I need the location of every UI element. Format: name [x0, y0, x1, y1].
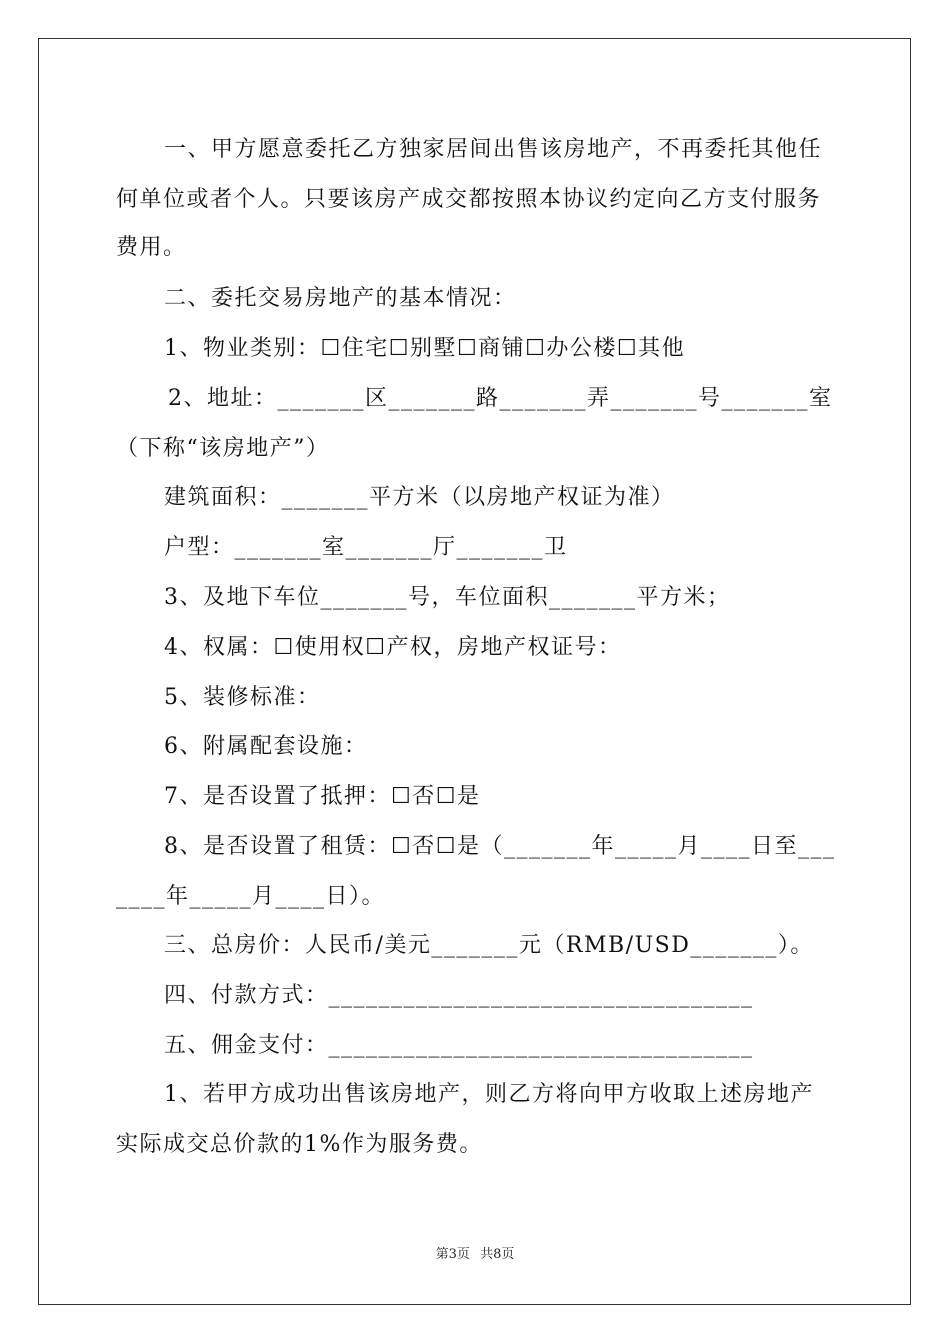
page-number: 第3页 — [435, 1247, 470, 1262]
lease-status-line-1: 8、是否设置了租赁：☐否☐是（_______年_____月____日至___ — [164, 834, 836, 859]
total-price: 三、总房价：人民币/美元_______元（RMB/USD_______）。 — [164, 933, 814, 958]
paragraph-1-line-1: 一、甲方愿意委托乙方独家居间出售该房地产，不再委托其他任 — [164, 137, 823, 162]
paragraph-1-line-3: 费用。 — [116, 235, 187, 260]
page-footer — [0, 1243, 950, 1262]
floor-plan: 户型：_______室_______厅_______卫 — [164, 535, 568, 560]
commission-clause-line-2: 实际成交总价款的1%作为服务费。 — [116, 1132, 483, 1157]
address-note: （下称“该房地产”） — [116, 436, 330, 461]
payment-method: 四、付款方式：__________________________________ — [164, 983, 754, 1008]
parking-space: 3、及地下车位_______号，车位面积_______平方米； — [164, 585, 731, 610]
commission-payment: 五、佣金支付：__________________________________ — [164, 1033, 754, 1058]
auxiliary-facilities: 6、附属配套设施： — [164, 734, 368, 759]
decoration-standard: 5、装修标准： — [164, 685, 321, 710]
mortgage-status: 7、是否设置了抵押：☐否☐是 — [164, 784, 481, 809]
address-line: 2、地址：_______区_______路_______弄_______号_______室 — [168, 386, 833, 411]
building-area: 建筑面积：_______平方米（以房地产权证为准） — [164, 485, 675, 510]
property-type: 1、物业类别：☐住宅☐别墅☐商铺☐办公楼☐其他 — [164, 336, 686, 361]
ownership: 4、权属：☐使用权☐产权，房地产权证号： — [164, 635, 622, 660]
lease-status-line-2: ____年_____月____日）。 — [116, 884, 386, 909]
paragraph-1-line-2: 何单位或者个人。只要该房产成交都按照本协议约定向乙方支付服务 — [116, 187, 822, 212]
commission-clause-line-1: 1、若甲方成功出售该房地产，则乙方将向甲方收取上述房地产 — [164, 1082, 814, 1107]
total-pages: 共8页 — [480, 1247, 515, 1262]
section-2-heading: 二、委托交易房地产的基本情况： — [164, 286, 517, 311]
